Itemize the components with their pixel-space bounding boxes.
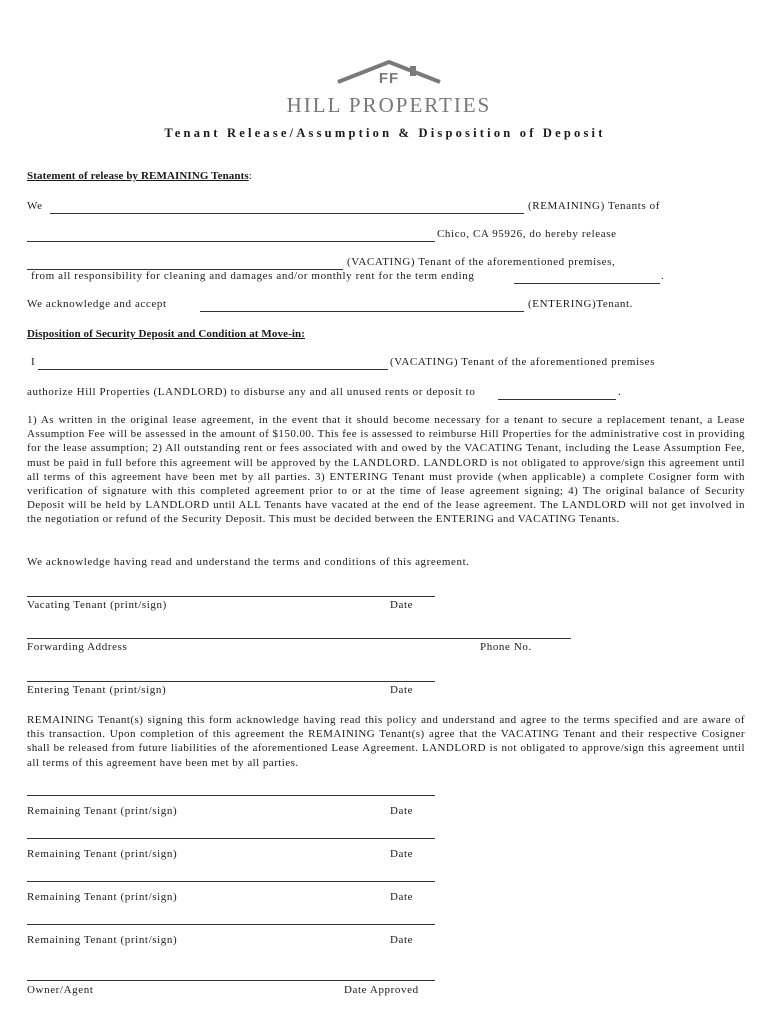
- remaining-tenants-of-label: (REMAINING) Tenants of: [528, 200, 660, 212]
- remaining-we-label: We: [27, 200, 43, 212]
- document-title: Tenant Release/Assumption & Disposition of Deposit: [164, 126, 606, 140]
- acknowledge-accept-text: We acknowledge and accept: [27, 298, 167, 310]
- remaining-tenants-paragraph: REMAINING Tenant(s) signing this form acknowledge having read this policy and understand and agree to the terms specified and are aware of this transaction. Upon completion of this agreement the REMAINING Tenant(s) agree that the VACATING Tenant and their respective Cosigner shall be released from future liabilities of the aforementioned Lease Agreement. LANDLORD is not obligated to approve/sign this agreement until all terms of this agreement have been met by all parties.: [27, 714, 745, 769]
- terms-paragraph: 1) As written in the original lease agreement, in the event that it should become necessary for a tenant to secure a replacement tenant, a Lease Assumption Fee will be assessed in the amount of $150.00. This fee is assessed to reimburse Hill Properties for the administrative cost in providing for the lease assumption; 2) All outstanding rent or fees associated with and owed by the VACATING Tenant, including the Lease Assumption Fee, must be paid in full before this agreement will be approved by the LANDLORD. LANDLORD is not obligated to approve/sign this agreement until all terms of this agreement have been met by all parties. 3) ENTERING Tenant must provide (when applicable) a complete Cosigner form with verification of signature with this completed agreement prior to or at the time of lease agreement signing; 4) The original balance of Security Deposit will be held by LANDLORD until ALL Tenants have vacated at the end of the lease agreement. The LANDLORD will not get involved in the negotiation or refund of the Security Deposit. This must be decided between the ENTERING and VACATING Tenants.: [27, 414, 745, 526]
- section1-heading-colon: :: [248, 170, 253, 182]
- responsibility-text: from all responsibility for cleaning and damages and/or monthly rent for the term ending: [31, 270, 475, 282]
- term-ending-field[interactable]: [514, 283, 660, 284]
- entering-tenant-name-field[interactable]: [200, 311, 524, 312]
- entering-signature-label: Entering Tenant (print/sign): [27, 684, 167, 696]
- premises-address-field[interactable]: [27, 241, 435, 242]
- remaining-signature-line-2[interactable]: [27, 838, 435, 839]
- vacating-i-label: I: [31, 356, 36, 368]
- acknowledge-terms-text: We acknowledge having read and understand the terms and conditions of this agreement.: [27, 556, 470, 568]
- entering-signature-line[interactable]: [27, 681, 435, 682]
- remaining-tenants-names-field[interactable]: [50, 213, 524, 214]
- vacating-premises-label: (VACATING) Tenant of the aforementioned premises: [390, 356, 655, 368]
- remaining-signature-line-3[interactable]: [27, 881, 435, 882]
- logo-monogram: FF: [378, 70, 400, 87]
- phone-label: Phone No.: [480, 641, 532, 653]
- remaining-date-label: Date: [390, 891, 414, 903]
- section2-heading-row: [27, 328, 305, 340]
- logo-wordmark: HILL PROPERTIES: [286, 93, 492, 117]
- owner-agent-label: Owner/Agent: [27, 984, 94, 996]
- section1-heading: Statement of release by REMAINING Tenants: [27, 170, 249, 182]
- term-ending-period: .: [661, 270, 665, 282]
- remaining-signature-label: Remaining Tenant (print/sign): [27, 848, 178, 860]
- vacating-signature-line[interactable]: [27, 596, 435, 597]
- remaining-signature-label: Remaining Tenant (print/sign): [27, 891, 178, 903]
- forwarding-address-label: Forwarding Address: [27, 641, 128, 653]
- section2-heading: Disposition of Security Deposit and Condition at Move-in:: [27, 328, 305, 340]
- entering-tenant-label: (ENTERING)Tenant.: [528, 298, 634, 310]
- hill-properties-logo: [258, 60, 520, 116]
- disburse-to-field[interactable]: [498, 399, 616, 400]
- remaining-date-label: Date: [390, 848, 414, 860]
- vacating-signer-name-field[interactable]: [38, 369, 388, 370]
- section1-heading-row: [27, 170, 252, 182]
- forwarding-address-line[interactable]: [27, 638, 571, 639]
- authorize-disburse-text: authorize Hill Properties (LANDLORD) to disburse any and all unused rents or deposit to: [27, 386, 476, 398]
- remaining-date-label: Date: [390, 805, 414, 817]
- remaining-signature-label: Remaining Tenant (print/sign): [27, 934, 178, 946]
- disburse-period: .: [618, 386, 622, 398]
- remaining-date-label: Date: [390, 934, 414, 946]
- remaining-signature-line-1[interactable]: [27, 795, 435, 796]
- city-release-text: Chico, CA 95926, do hereby release: [437, 228, 617, 240]
- remaining-signature-label: Remaining Tenant (print/sign): [27, 805, 178, 817]
- vacating-premises-text: (VACATING) Tenant of the aforementioned premises,: [347, 256, 616, 268]
- vacating-signature-label: Vacating Tenant (print/sign): [27, 599, 167, 611]
- owner-signature-line[interactable]: [27, 980, 435, 981]
- vacating-date-label: Date: [390, 599, 414, 611]
- remaining-signature-line-4[interactable]: [27, 924, 435, 925]
- date-approved-label: Date Approved: [344, 984, 419, 996]
- entering-date-label: Date: [390, 684, 414, 696]
